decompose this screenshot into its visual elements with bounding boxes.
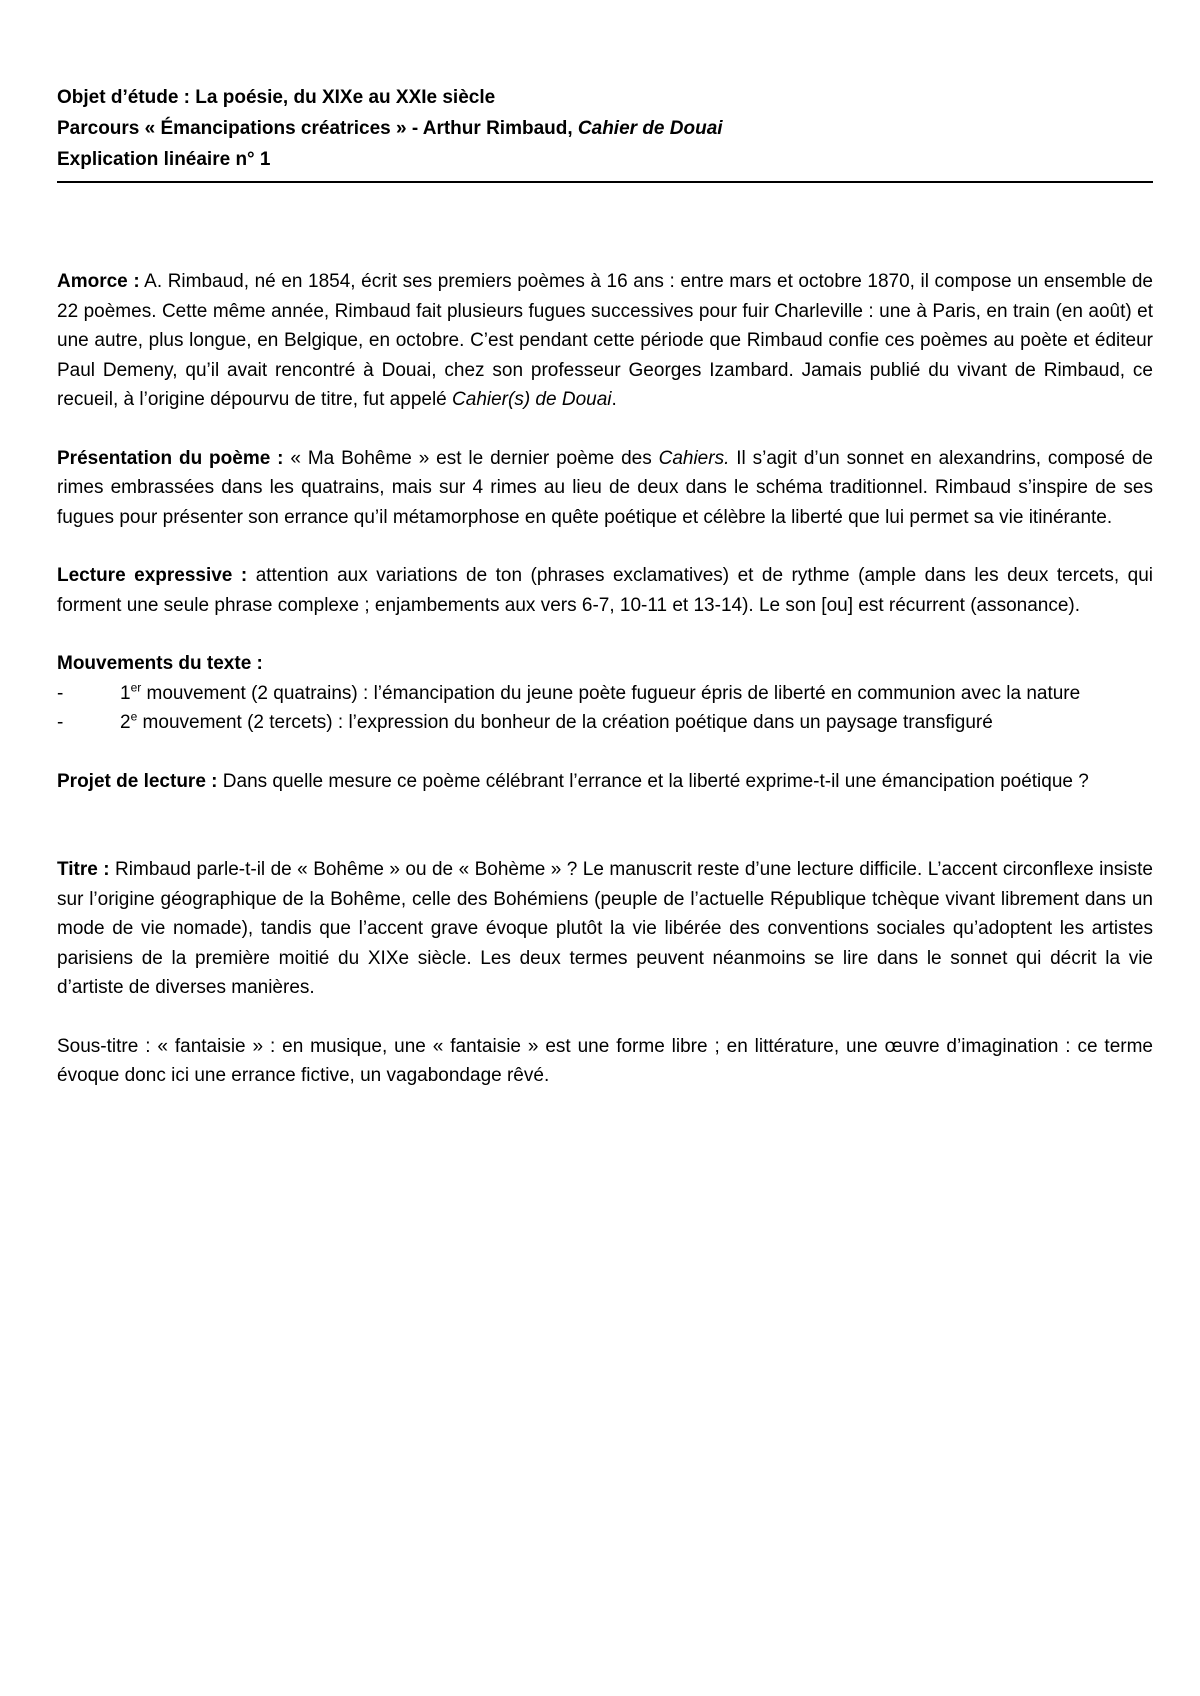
soustitre-paragraph (57, 1032, 1153, 1091)
projet-label: Projet de lecture : (57, 770, 218, 792)
lecture-text: attention aux variations de ton (phrases exclamatives) et de rythme (ample dans les deux tercets, qui forment une seule phrase complexe ; enjambements aux vers 6-7, 10-11 et 13-14). Le son [ou] est récurrent (assonance). (57, 565, 1153, 616)
mouvement-description: mouvement (2 tercets) : l’expression du bonheur de la création poétique dans un paysage transfiguré (137, 712, 993, 733)
header-objet-text: Objet d’étude : La poésie, du XIXe au XXIe siècle (57, 87, 496, 108)
projet-paragraph (57, 767, 1153, 797)
bullet-dash: - (57, 682, 64, 704)
list-item (57, 679, 1153, 709)
mouvement-number: 1 (120, 682, 131, 704)
lecture-paragraph (57, 561, 1153, 620)
header-explication-text: Explication linéaire n° 1 (57, 149, 271, 170)
list-item (57, 708, 1153, 738)
projet-text: Dans quelle mesure ce poème célébrant l’errance et la liberté exprime-t-il une émancipation poétique ? (217, 770, 1089, 792)
mouvement-number: 2 (120, 712, 131, 733)
amorce-end: . (611, 389, 617, 410)
mouvement-ordinal: e (130, 709, 138, 724)
bullet-dash: - (57, 712, 64, 733)
amorce-paragraph (57, 267, 1153, 415)
presentation-label: Présentation du poème : (57, 447, 284, 469)
header-parcours-text: Parcours « Émancipations créatrices » - Arthur Rimbaud, (57, 118, 578, 139)
amorce-label: Amorce : (57, 271, 140, 292)
presentation-text-2: Il s’agit d’un sonnet en alexandrins, composé de rimes embrassées dans les quatrains, mais sur 4 rimes au lieu de deux dans le schéma traditionnel. Rimbaud s’inspire de ses fugues pour présenter son errance qu’il métamorphose en quête poétique et célèbre la liberté que lui permet sa vie itinérante. (57, 447, 1154, 528)
header-parcours-italic: Cahier de Douai (577, 118, 723, 139)
presentation-text-1: « Ma Bohême » est le dernier poème des (283, 447, 659, 469)
mouvements-label: Mouvements du texte : (57, 653, 263, 674)
header-explication (57, 144, 1153, 175)
document-page (57, 82, 1153, 1091)
list-item-text (120, 679, 1153, 709)
amorce-text: A. Rimbaud, né en 1854, écrit ses premiers poèmes à 16 ans : entre mars et octobre 1870, il compose un ensemble de 22 poèmes. Cette même année, Rimbaud fait plusieurs fugues successives pour fuir Charleville : une à Paris, en train (en août) et une autre, plus longue, en Belgique, en octobre. C’est pendant cette période que Rimbaud confie ces poèmes au poète et éditeur Paul Demeny, qu’il avait rencontré à Douai, chez son professeur Georges Izambard. Jamais publié du vivant de Rimbaud, ce recueil, à l’origine dépourvu de titre, fut appelé (57, 271, 1153, 410)
document-header (57, 82, 1153, 183)
lecture-label: Lecture expressive : (57, 565, 248, 586)
titre-text: Rimbaud parle-t-il de « Bohême » ou de « Bohème » ? Le manuscrit reste d’une lecture difficile. L’accent circonflexe insiste sur l’origine géographique de la Bohême, celle des Bohémiens (peuple de l’actuelle République tchèque vivant librement dans un mode de vie nomade), tandis que l’accent grave évoque plutôt la vie libérée des conventions sociales qu’adoptent les artistes parisiens de la première moitié du XIXe siècle. Les deux termes peuvent néanmoins se lire dans le sonnet qui décrit la vie d’artiste de diverses manières. (57, 859, 1154, 998)
header-parcours (57, 113, 1153, 144)
amorce-italic: Cahier(s) de Douai (452, 389, 612, 410)
presentation-paragraph (57, 444, 1153, 533)
header-divider (57, 181, 1153, 183)
mouvement-ordinal: er (130, 680, 142, 695)
mouvements-section (57, 649, 1153, 738)
header-objet (57, 82, 1153, 113)
mouvements-heading (57, 649, 1153, 679)
presentation-italic: Cahiers. (658, 447, 730, 469)
list-item-text (120, 708, 1153, 738)
titre-label: Titre : (57, 859, 110, 880)
soustitre-text: Sous-titre : « fantaisie » : en musique, une « fantaisie » est une forme libre ; en littérature, une œuvre d’imagination : ce terme évoque donc ici une errance fictive, un vagabondage rêvé. (57, 1035, 1153, 1086)
mouvement-description: mouvement (2 quatrains) : l’émancipation du jeune poète fugueur épris de liberté en communion avec la nature (141, 682, 1081, 704)
titre-paragraph (57, 855, 1153, 1003)
